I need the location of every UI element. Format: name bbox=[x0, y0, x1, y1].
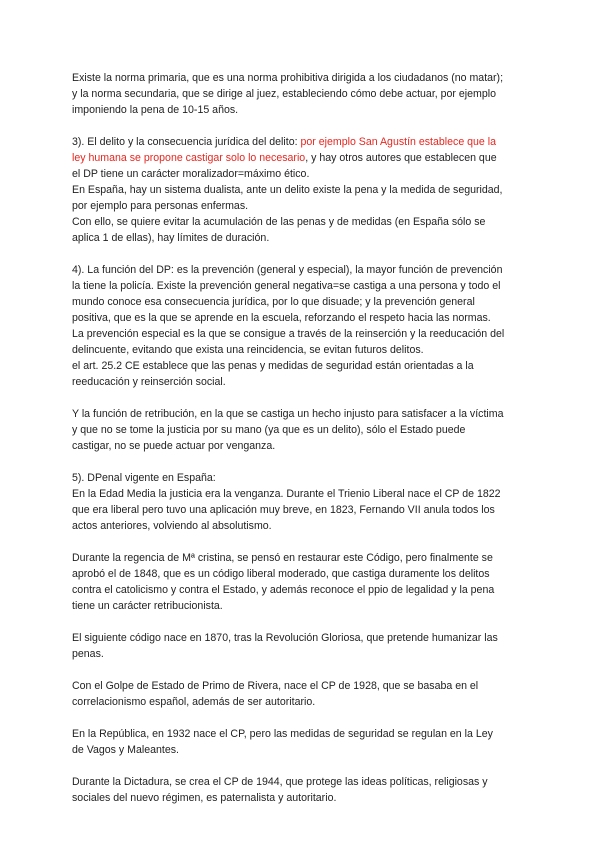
paragraph-codigo-1944 bbox=[72, 774, 536, 806]
paragraph-codigo-1928 bbox=[72, 678, 536, 710]
paragraph-dpenal-vigente bbox=[72, 470, 536, 534]
text-segment: 3). El delito y la consecuencia jurídica del delito: bbox=[72, 136, 301, 148]
text-line: Durante la Dictadura, se crea el CP de 1944, que protege las ideas políticas, religiosas y bbox=[72, 776, 488, 788]
text-line: castigar, no se puede actuar por venganza. bbox=[72, 440, 276, 452]
highlighted-text: ley humana se propone castigar solo lo necesario bbox=[72, 152, 306, 164]
text-line: el DP tiene un carácter moralizador=máximo ético. bbox=[72, 168, 310, 180]
text-line: Existe la norma primaria, que es una norma prohibitiva dirigida a los ciudadanos (no matar); bbox=[72, 72, 504, 84]
text-line: La prevención especial es la que se consigue a través de la reinserción y la reeducación del bbox=[72, 328, 505, 340]
text-line: que era liberal pero tuvo una aplicación muy breve, en 1823, Fernando VII anula todos los bbox=[72, 504, 495, 516]
paragraph-funcion-prevencion bbox=[72, 262, 536, 390]
text-line: por ejemplo para personas enfermas. bbox=[72, 200, 249, 212]
text-line: En España, hay un sistema dualista, ante un delito existe la pena y la medida de seguridad, bbox=[72, 184, 503, 196]
text-line: sociales del nuevo régimen, es paternalista y autoritario. bbox=[72, 792, 337, 804]
text-line: y la norma secundaria, que se dirige al juez, estableciendo cómo debe actuar, por ejemplo bbox=[72, 88, 497, 100]
text-line: la tiene la policía. Existe la prevención general negativa=se castiga a una persona y todo el bbox=[72, 280, 501, 292]
text-line bbox=[72, 150, 536, 166]
text-line: actos anteriores, volviendo al absolutismo. bbox=[72, 520, 272, 532]
highlighted-text: por ejemplo San Agustín establece que la bbox=[300, 136, 497, 148]
text-line: y que no se tome la justicia por su mano (ya que es un delito), sólo el Estado puede bbox=[72, 424, 466, 436]
paragraph-codigo-1870 bbox=[72, 630, 536, 662]
text-line: 4). La función del DP: es la prevención (general y especial), la mayor función de prevención bbox=[72, 264, 503, 276]
text-line: Con ello, se quiere evitar la acumulación de las penas y de medidas (en España sólo se bbox=[72, 216, 486, 228]
paragraph-normas bbox=[72, 70, 536, 118]
text-line: En la República, en 1932 nace el CP, pero las medidas de seguridad se regulan en la Ley bbox=[72, 728, 493, 740]
text-line: delincuente, evitando que exista una reincidencia, se evitan futuros delitos. bbox=[72, 344, 424, 356]
text-line: tiene un carácter retribucionista. bbox=[72, 600, 223, 612]
paragraph-retribucion bbox=[72, 406, 536, 454]
text-line: correlacionismo español, además de ser autoritario. bbox=[72, 696, 316, 708]
text-segment: , y hay otros autores que establecen que bbox=[305, 152, 497, 164]
text-line: imponiendo la pena de 10-15 años. bbox=[72, 104, 239, 116]
text-line: Con el Golpe de Estado de Primo de Rivera, nace el CP de 1928, que se basaba en el bbox=[72, 680, 479, 692]
text-line: 5). DPenal vigente en España: bbox=[72, 472, 216, 484]
text-line: Y la función de retribución, en la que se castiga un hecho injusto para satisfacer a la víctima bbox=[72, 408, 504, 420]
text-line: positiva, que es la que se aprende en la escuela, reforzando el respeto hacia las normas. bbox=[72, 312, 491, 324]
text-line: penas. bbox=[72, 648, 104, 660]
text-line: de Vagos y Maleantes. bbox=[72, 744, 179, 756]
text-line: Durante la regencia de Mª cristina, se pensó en restaurar este Código, pero finalmente se bbox=[72, 552, 493, 564]
paragraph-regencia bbox=[72, 550, 536, 614]
paragraph-codigo-1932 bbox=[72, 726, 536, 758]
text-line: aplica 1 de ellas), hay límites de duración. bbox=[72, 232, 270, 244]
text-line: En la Edad Media la justicia era la venganza. Durante el Trienio Liberal nace el CP de 1822 bbox=[72, 488, 501, 500]
text-line: el art. 25.2 CE establece que las penas y medidas de seguridad están orientadas a la bbox=[72, 360, 474, 372]
text-line: aprobó el de 1848, que es un código liberal moderado, que castiga duramente los delitos bbox=[72, 568, 490, 580]
paragraph-delito-consecuencia bbox=[72, 134, 536, 246]
document-page bbox=[72, 70, 536, 806]
text-line: mundo conoce esa consecuencia jurídica, por lo que disuade; y la prevención general bbox=[72, 296, 475, 308]
text-line: contra el catolicismo y contra el Estado, y además reconoce el ppio de legalidad y la pena bbox=[72, 584, 495, 596]
text-line: El siguiente código nace en 1870, tras la Revolución Gloriosa, que pretende humanizar las bbox=[72, 632, 498, 644]
text-line: reeducación y reinserción social. bbox=[72, 376, 226, 388]
text-line bbox=[72, 134, 536, 150]
